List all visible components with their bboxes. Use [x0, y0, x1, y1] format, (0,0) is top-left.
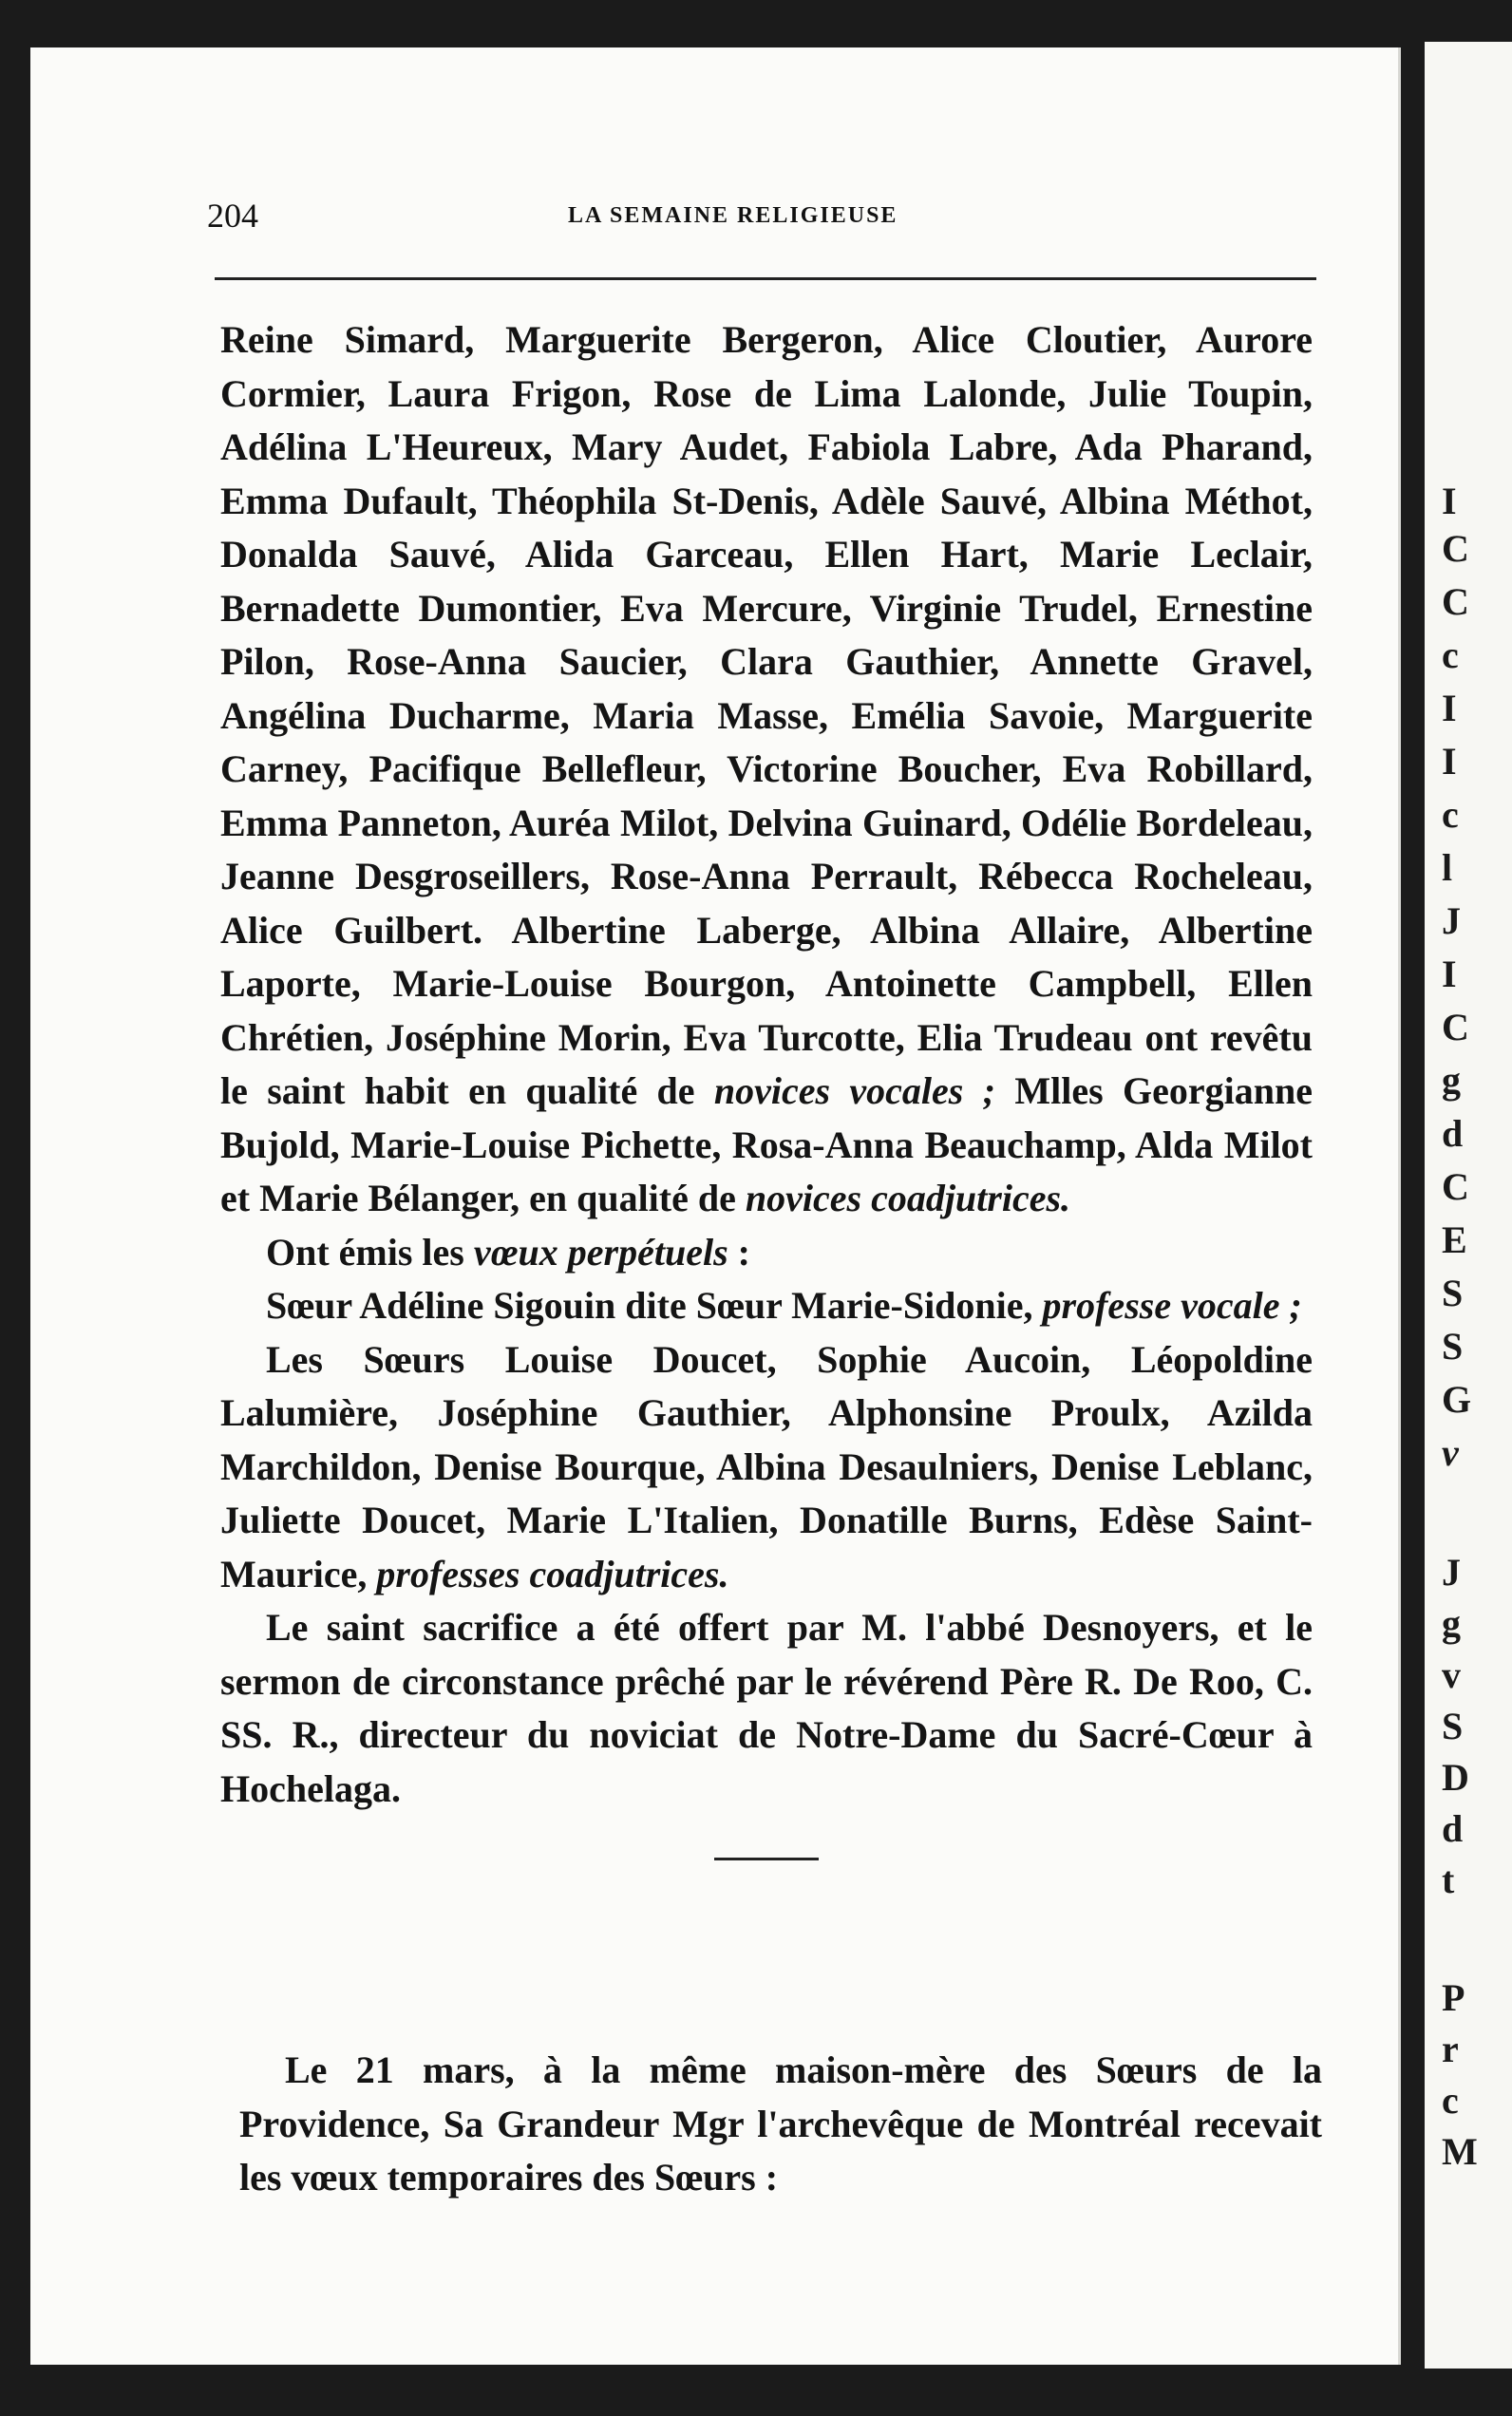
paragraph-text: Mlles Georgianne Bujold, Marie-Louise Pichette, Rosa-Anna Beauchamp, Alda Milot et Marie Bélanger, en qualité de [220, 1069, 1313, 1219]
section-divider [714, 1858, 819, 1860]
paragraph-professes-coadjutrices [220, 1333, 1313, 1602]
article-body-continued [239, 2044, 1322, 2205]
next-page-fragment: l [1442, 846, 1453, 889]
paragraph-text: Reine Simard, Marguerite Bergeron, Alice Cloutier, Aurore Cormier, Laura Frigon, Rose de Lima Lalonde, Julie Toupin, Adélina L'Heureux, Mary Audet, Fabiola Labre, Ada Pharand, Emma Dufault, Théophila St-Denis, Adèle Sauvé, Albina Méthot, Donalda Sauvé, Alida Garceau, Ellen Hart, Marie Leclair, Bernadette Dumontier, Eva Mercure, Virginie Trudel, Ernestine Pilon, Rose-Anna Saucier, Clara Gauthier, Annette Gravel, Angélina Ducharme, Maria Masse, Emélia Savoie, Marguerite Carney, Pacifique Bellefleur, Victorine Boucher, Eva Robillard, Emma Panneton, Auréa Milot, Delvina Guinard, Odélie Bordeleau, Jeanne Desgroseillers, Rose-Anna Perrault, Rébecca Rocheleau, Alice Guilbert. Albertine Laberge, Albina Allaire, Albertine Laporte, Marie-Louise Bourgon, Antoinette Campbell, Ellen Chrétien, Joséphine Morin, Eva Turcotte, Elia Trudeau ont revêtu le saint habit en qualité de [220, 318, 1313, 1112]
next-page-fragment: J [1442, 1551, 1461, 1594]
next-page-fragment: c [1442, 793, 1459, 836]
paragraph-text: Le 21 mars, à la même maison-mère des Sœurs de la Providence, Sa Grandeur Mgr l'archevêque de Montréal recevait les vœux temporaires des Sœurs : [239, 2048, 1322, 2199]
next-page-fragment: I [1442, 480, 1457, 522]
next-page-fragment: I [1442, 953, 1457, 995]
next-page-fragment: G [1442, 1378, 1472, 1421]
next-page-fragment: I [1442, 740, 1457, 783]
next-page-fragment: d [1442, 1807, 1464, 1850]
paragraph-text: Le saint sacrifice a été offert par M. l'abbé Desnoyers, et le sermon de circonstance prêché par le révérend Père R. De Roo, C. SS. R., directeur du noviciat de Notre-Dame du Sacré-Cœur à Hochelaga. [220, 1606, 1313, 1810]
adjacent-page-edge [1425, 42, 1512, 2369]
next-page-fragment: g [1442, 1602, 1461, 1645]
next-page-fragment: r [1442, 2028, 1459, 2070]
next-page-fragment: P [1442, 1976, 1465, 2019]
next-page-fragment: D [1442, 1756, 1469, 1799]
next-page-fragment: E [1442, 1218, 1467, 1261]
next-page-fragment: S [1442, 1705, 1464, 1747]
paragraph-names-list [220, 313, 1313, 1226]
italic-phrase: professe vocale ; [1042, 1284, 1302, 1327]
next-page-fragment: S [1442, 1272, 1464, 1314]
running-head [207, 196, 1322, 243]
next-page-fragment: I [1442, 687, 1457, 729]
next-page-fragment: d [1442, 1112, 1464, 1155]
next-page-fragment: C [1442, 1006, 1469, 1048]
next-page-fragment: C [1442, 580, 1469, 623]
next-page-fragment: v [1442, 1653, 1461, 1696]
paragraph-text: Les Sœurs Louise Doucet, Sophie Aucoin, Léopoldine Lalumière, Joséphine Gauthier, Alphonsine Proulx, Azilda Marchildon, Denise Bourque, Albina Desaulniers, Denise Leblanc, Juliette Doucet, Marie L'Italien, Donatille Burns, Edèse Saint-Maurice, [220, 1337, 1313, 1595]
article-body [220, 313, 1313, 1893]
paragraph-text: : [728, 1230, 750, 1274]
paragraph-professe-vocale [220, 1279, 1313, 1333]
next-page-fragment: c [1442, 633, 1459, 676]
page-number: 204 [207, 197, 258, 235]
header-rule [215, 277, 1316, 280]
next-page-fragment: S [1442, 1325, 1464, 1368]
next-page-fragment: t [1442, 1859, 1455, 1901]
next-page-fragment: M [1442, 2130, 1478, 2173]
next-page-fragment: C [1442, 527, 1469, 570]
italic-phrase: novices vocales ; [713, 1069, 996, 1112]
paragraph-text: Sœur Adéline Sigouin dite Sœur Marie-Sidonie, [266, 1284, 1033, 1327]
next-page-fragment: v [1442, 1431, 1459, 1474]
running-title: LA SEMAINE RELIGIEUSE [568, 203, 898, 228]
paragraph-text: Ont émis les [266, 1230, 464, 1274]
next-page-fragment: J [1442, 899, 1461, 942]
italic-phrase: novices coadjutrices. [745, 1177, 1071, 1219]
next-page-fragment: g [1442, 1059, 1461, 1102]
next-page-fragment: C [1442, 1165, 1469, 1208]
italic-phrase: vœux perpétuels [473, 1230, 728, 1274]
italic-phrase: professes coadjutrices. [376, 1552, 729, 1595]
next-page-fragment: c [1442, 2079, 1459, 2122]
paragraph-perpetual-vows [220, 1226, 1313, 1280]
paragraph-march-21 [239, 2044, 1322, 2205]
paragraph-sacrifice [220, 1601, 1313, 1816]
